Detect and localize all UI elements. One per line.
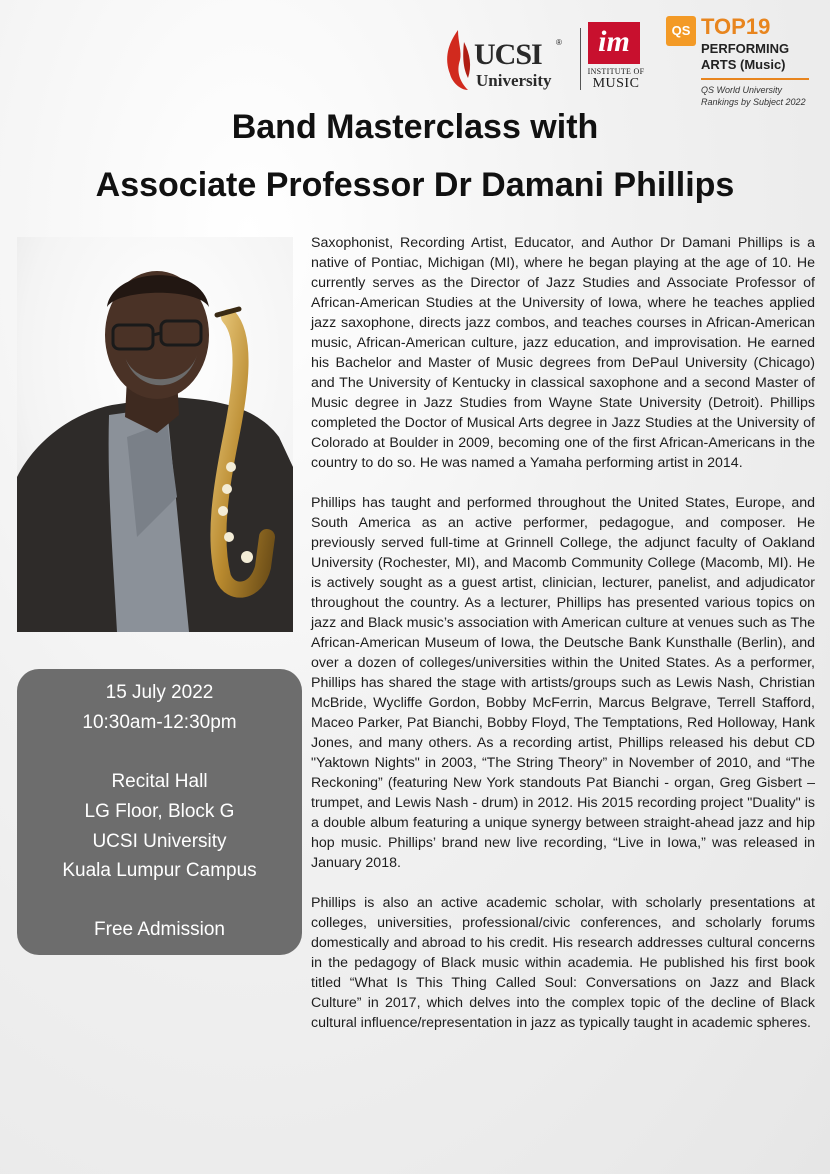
qs-source-line1: QS World University [701, 85, 783, 95]
ucsi-sub: University [476, 71, 552, 90]
iom-mark: im [588, 22, 640, 64]
event-time: 10:30am-12:30pm [82, 712, 237, 733]
iom-line2: MUSIC [592, 76, 640, 91]
qs-rank: TOP19 [701, 14, 771, 39]
event-info-panel [17, 669, 302, 955]
qs-category-line1: PERFORMING [701, 41, 790, 56]
registered-mark: ® [556, 38, 562, 47]
qs-ranking-badge [666, 16, 816, 116]
venue-line3: UCSI University [92, 831, 227, 852]
venue-line2: LG Floor, Block G [84, 801, 235, 822]
qs-category-line2: ARTS (Music) [701, 57, 786, 72]
header-logos [440, 14, 820, 114]
ucsi-logo [440, 24, 570, 104]
biography [311, 233, 815, 1053]
ucsi-brand: UCSI [474, 38, 542, 71]
portrait-photo [17, 237, 293, 632]
admission-text: Free Admission [94, 919, 225, 940]
iom-line1: INSTITUTE OF [587, 67, 645, 76]
logo-divider [580, 28, 581, 90]
event-date: 15 July 2022 [105, 682, 214, 703]
venue-line1: Recital Hall [111, 771, 208, 792]
bio-paragraph-3: Phillips is also an active academic scholar, with scholarly presentations at colleges, universities, professional/civic conferences, and scholarly forums domestically and abroad to his credit. His research addresses cultural concerns in the pedagogy of Black music within academia. He published his first book titled “What Is This Thing Called Soul: Conversations on Jazz and Black Culture” in 2017, which delves into the complex topic of the decline of Black cultural influence/representation in jazz as typically taught in academic spheres. [311, 895, 815, 1031]
flame-icon [442, 28, 474, 92]
qs-logo: QS [666, 16, 696, 46]
bio-paragraph-1: Saxophonist, Recording Artist, Educator, and Author Dr Damani Phillips is a native of Pontiac, Michigan (MI), where he began playing at the age of 10. He currently serves as the Director of Jazz Studies and Associate Professor of African-American Studies at the University of Iowa, where he teaches applied jazz saxophone, directs jazz combos, and teaches courses in African-American music, African-American culture, jazz education, and improvisation. He earned his Bachelor and Master of Music degrees from DePaul University (Chicago) and The University of Kentucky in classical saxophone and a second Master of Music degree in Jazz Studies from Wayne State University (Detroit). Phillips completed the Doctor of Musical Arts degree in Jazz Studies at the University of Colorado at Boulder in 2009, becoming one of the first African-Americans in the country to do so. He was named a Yamaha performing artist in 2014. [311, 235, 815, 471]
bio-paragraph-2: Phillips has taught and performed throughout the United States, Europe, and South America as an active performer, pedagogue, and composer. He previously served full-time at Grinnell College, the adjunct faculty of Oakland University (Rochester, MI), and Macomb Community College (Macomb, MI). He is actively sought as a guest artist, clinician, lecturer, panelist, and adjudicator throughout the country. As a lecturer, Phillips has presented various topics on jazz and Black music’s association with American culture at venues such as The African-American Museum of Iowa, the Deutsche Bank Kunsthalle (Berlin), and over a dozen of colleges/universities within the United States. As a performer, Phillips has shared the stage with artists/groups such as Lewis Nash, Christian McBride, Wycliffe Gordon, Bobby McFerrin, Marcus Belgrave, Terrell Stafford, Maceo Parker, Pat Bianchi, Bobby Floyd, The Temptations, Red Holloway, Hank Jones, and many others. As a recording artist, Phillips released his debut CD "Yaktown Nights" in 2003, “The String Theory” in November of 2010, and “The Reckoning” (featuring New York standouts Pat Bianchi - organ, Greg Gisbert – trumpet, and Lewis Nash - drum) in 2012. His 2015 recording project "Duality" is a double album featuring a unique synergy between straight-ahead jazz and hip hop music. Phillips’ brand new live recording, “Live in Iowa,” was released in January 2018. [311, 495, 815, 871]
institute-of-music-logo [586, 22, 646, 102]
qs-source-line2: Rankings by Subject 2022 [701, 97, 806, 107]
venue-line4: Kuala Lumpur Campus [62, 860, 257, 881]
page-title-line1: Band Masterclass with [231, 108, 599, 146]
page-title-line2: Associate Professor Dr Damani Phillips [95, 166, 735, 204]
qs-rule [701, 78, 809, 80]
